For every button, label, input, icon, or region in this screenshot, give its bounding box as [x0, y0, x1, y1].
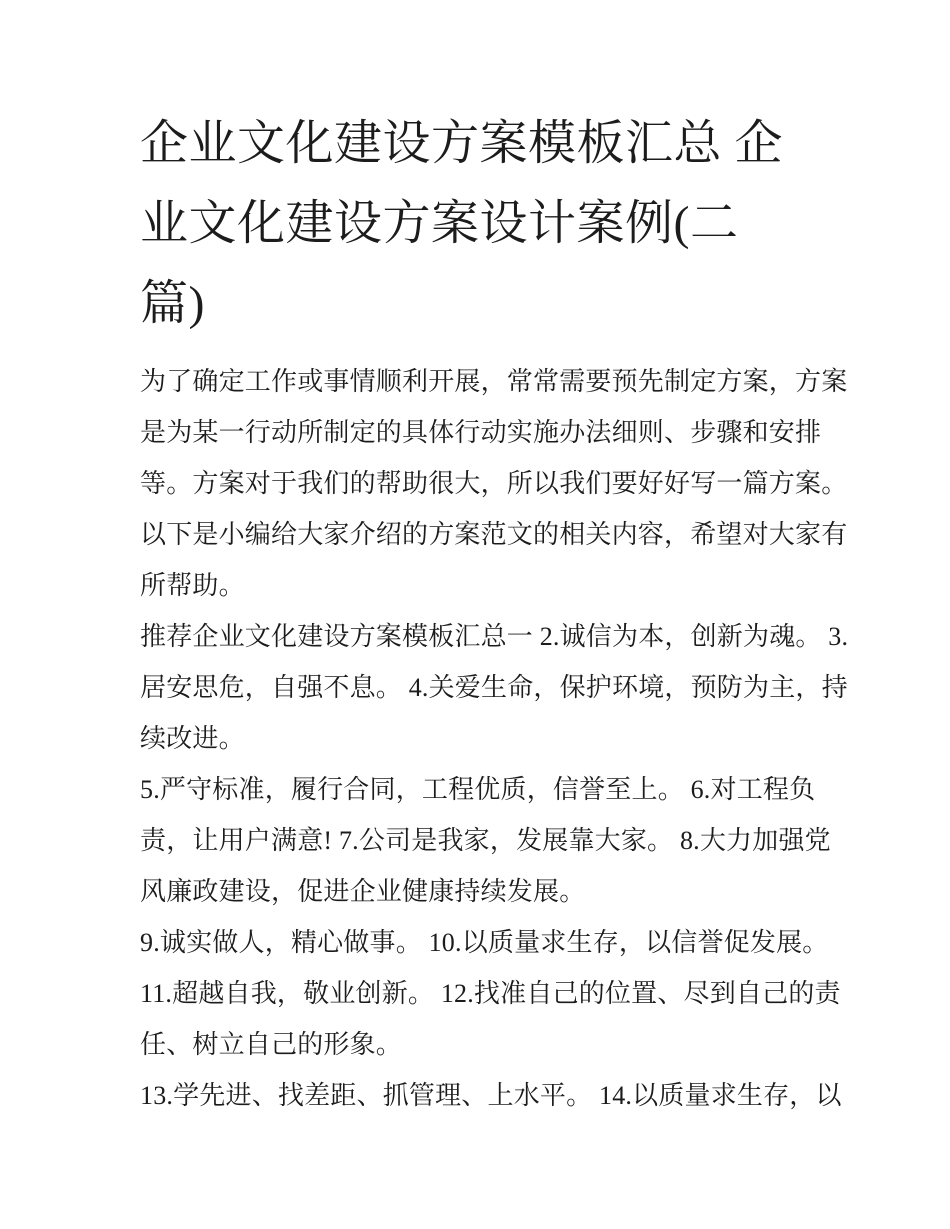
- title-line: 企业文化建设方案模板汇总 企: [140, 117, 784, 170]
- document-title: [140, 104, 850, 344]
- text-line: 责，让用户满意! 7.公司是我家，发展靠大家。 8.大力加强党: [140, 826, 831, 855]
- title-line: 篇): [140, 277, 205, 330]
- text-line: 所帮助。: [140, 571, 245, 600]
- text-line: 为了确定工作或事情顺利开展，常常需要预先制定方案，方案: [140, 367, 848, 396]
- text-line: 9.诚实做人，精心做事。 10.以质量求生存，以信誉促发展。: [140, 928, 829, 957]
- paragraph-slogans-4: [140, 1070, 850, 1121]
- title-line: 业文化建设方案设计案例(二: [140, 197, 739, 250]
- paragraph-slogans-3: [140, 917, 850, 1070]
- paragraph-slogans-2: [140, 764, 850, 917]
- paragraph-slogans-1: [140, 611, 850, 764]
- text-line: 居安思危，自强不息。 4.关爱生命，保护环境，预防为主，持: [140, 673, 848, 702]
- text-line: 风廉政建设，促进企业健康持续发展。: [140, 877, 586, 906]
- text-line: 等。方案对于我们的帮助很大，所以我们要好好写一篇方案。: [140, 469, 848, 498]
- text-line: 是为某一行动所制定的具体行动实施办法细则、步骤和安排: [140, 418, 822, 447]
- text-line: 5.严守标准，履行合同，工程优质，信誉至上。 6.对工程负: [140, 775, 816, 804]
- text-line: 13.学先进、找差距、抓管理、上水平。 14.以质量求生存，以: [140, 1081, 842, 1110]
- text-line: 任、树立自己的形象。: [140, 1030, 403, 1059]
- text-line: 续改进。: [140, 724, 245, 753]
- paragraph-intro: [140, 356, 850, 611]
- text-line: 推荐企业文化建设方案模板汇总一 2.诚信为本，创新为魂。 3.: [140, 622, 849, 651]
- text-line: 11.超越自我，敬业创新。 12.找准自己的位置、尽到自己的责: [140, 979, 841, 1008]
- text-line: 以下是小编给大家介绍的方案范文的相关内容，希望对大家有: [140, 520, 848, 549]
